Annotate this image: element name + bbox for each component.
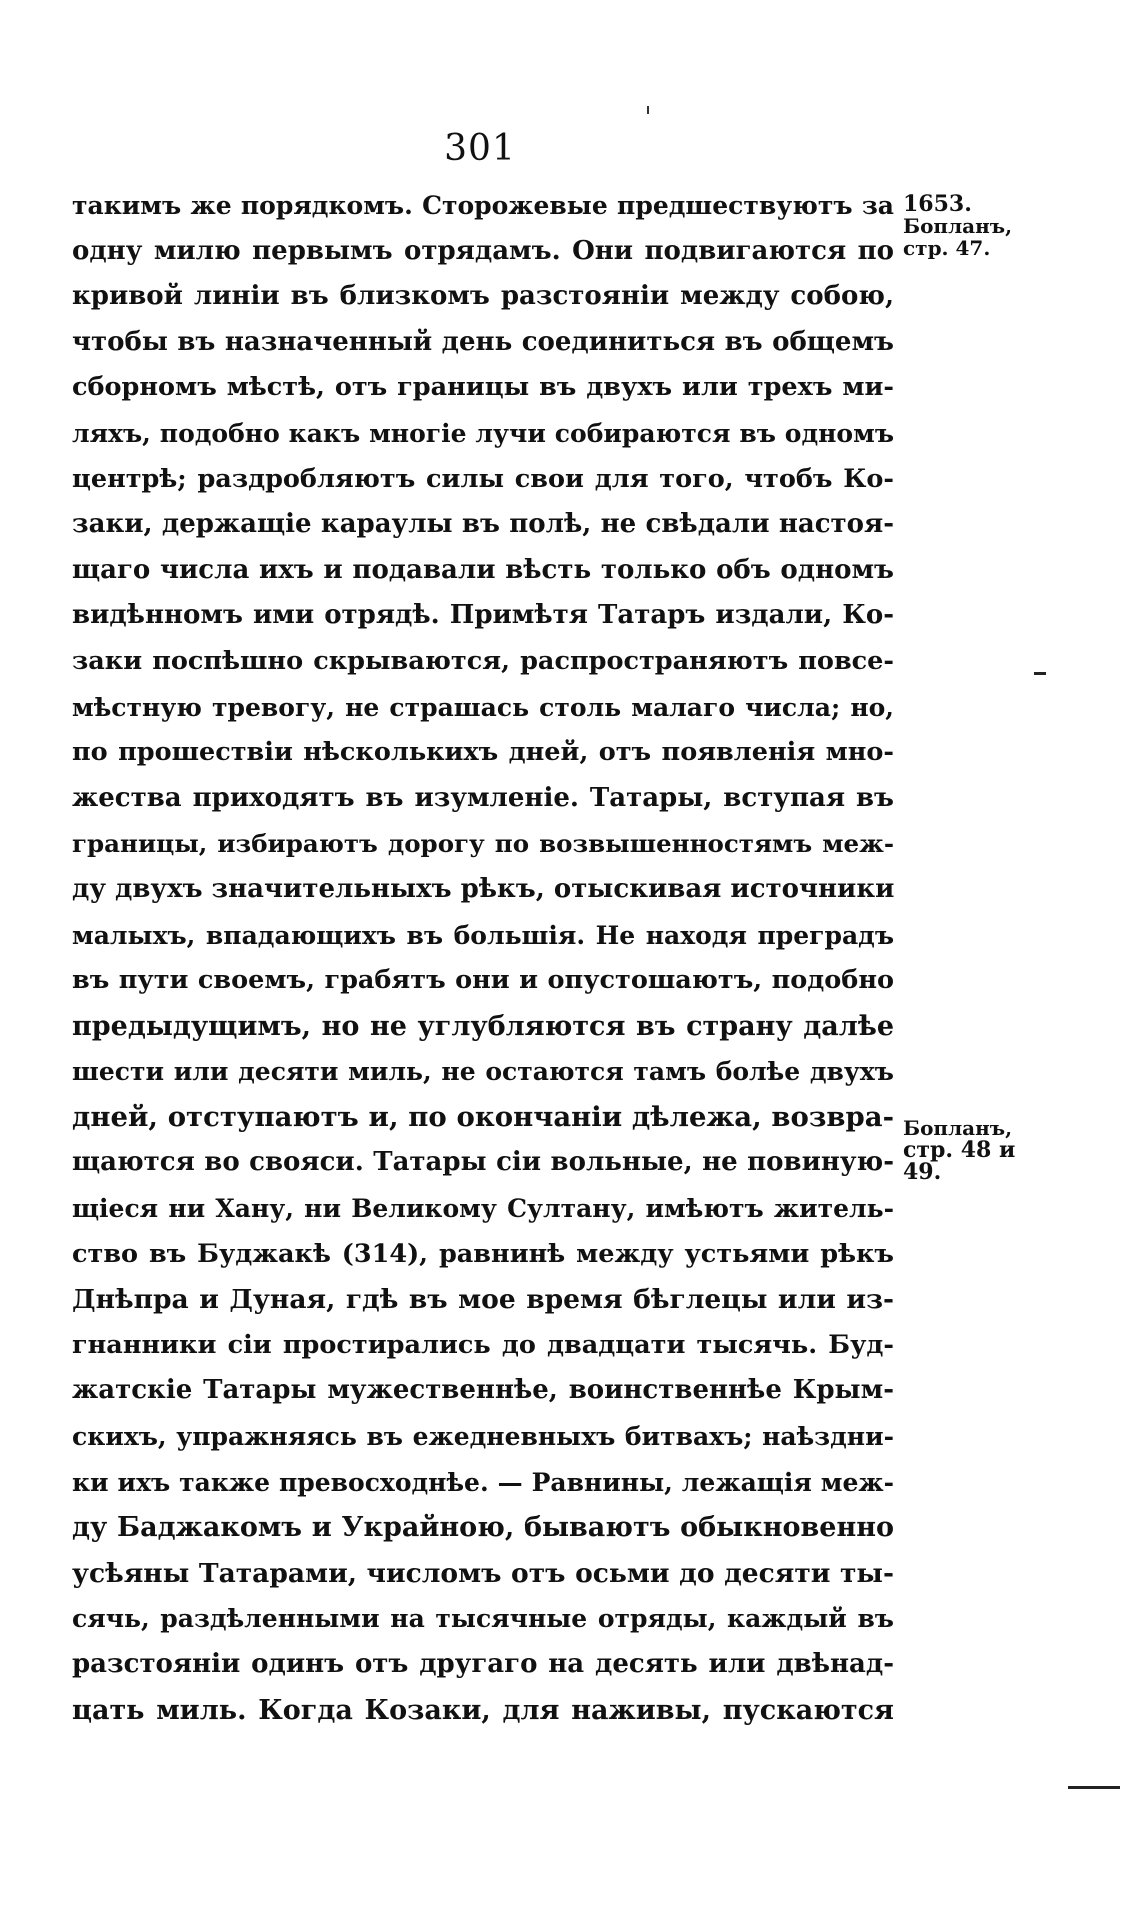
text-line: центрѣ; раздробляютъ силы свои для того, чтобъ Ко-	[72, 463, 894, 494]
text-line: ство въ Буджакѣ (314), равнинѣ между устьями рѣкъ	[72, 1238, 894, 1269]
print-mark	[1034, 672, 1046, 675]
text-line: усѣяны Татарами, числомъ отъ осьми до десяти ты-	[72, 1557, 894, 1589]
main-text	[72, 183, 894, 1733]
margin-note-year: 1653.	[903, 191, 972, 217]
margin-note-page: стр. 47.	[903, 236, 991, 260]
text-line: ду двухъ значительныхъ рѣкъ, отыскивая источники	[72, 873, 895, 904]
text-line: разстояніи одинъ отъ другаго на десять или двѣнад-	[72, 1649, 894, 1679]
text-line: заки поспѣшно скрываются, распространяютъ повсе-	[72, 645, 894, 676]
text-line: въ пути своемъ, грабятъ они и опустошаютъ, подобно	[72, 965, 894, 996]
text-line: щаго числа ихъ и подавали вѣсть только объ одномъ	[72, 554, 894, 585]
text-line: кривой линіи въ близкомъ разстояніи между собою,	[72, 281, 894, 312]
print-mark	[647, 106, 649, 114]
print-mark	[1068, 1786, 1120, 1789]
text-line: одну милю первымъ отрядамъ. Они подвигаются по	[72, 235, 894, 266]
text-line: щаются во свояси. Татары сіи вольные, не повиную-	[72, 1147, 894, 1178]
text-line: ляхъ, подобно какъ многіе лучи собираются въ одномъ	[72, 418, 894, 448]
text-line: ду Баджакомъ и Украйною, бываютъ обыкновенно	[72, 1512, 894, 1544]
margin-note	[903, 1116, 1016, 1185]
text-line: предыдущимъ, но не углубляются въ страну далѣе	[72, 1010, 894, 1042]
text-line: ки ихъ также превосходнѣе. — Равнины, лежащія меж-	[72, 1467, 894, 1497]
text-line: скихъ, упражняясь въ ежедневныхъ битвахъ; наѣздни-	[72, 1422, 894, 1452]
text-line: Днѣпра и Дуная, гдѣ въ мое время бѣглецы или из-	[72, 1284, 894, 1316]
text-line: жатскіе Татары мужественнѣе, воинственнѣе Крым-	[72, 1375, 894, 1406]
margin-note-source: Бопланъ,	[903, 214, 1013, 238]
text-line: малыхъ, впадающихъ въ большія. Не находя преградъ	[72, 920, 894, 950]
margin-note-page-cont: 49.	[903, 1159, 942, 1185]
text-line: гнанники сіи простирались до двадцати тысячь. Буд-	[72, 1329, 894, 1360]
margin-note-source: Бопланъ,	[903, 1116, 1013, 1140]
margin-note-page: стр. 48 и	[903, 1137, 1016, 1163]
text-line: сячь, раздѣленными на тысячные отряды, каждый въ	[72, 1604, 894, 1634]
text-line: цать миль. Когда Козаки, для наживы, пускаются	[72, 1694, 894, 1726]
text-line: границы, избираютъ дорогу по возвышенностямъ меж-	[72, 829, 894, 859]
text-line: заки, держащіе караулы въ полѣ, не свѣдали настоя-	[72, 509, 894, 540]
text-line: такимъ же порядкомъ. Сторожевые предшествуютъ за	[72, 191, 894, 220]
text-line: щіеся ни Хану, ни Великому Султану, имѣютъ житель-	[72, 1194, 894, 1224]
text-line: жества приходятъ въ изумленіе. Татары, вступая въ	[72, 782, 894, 813]
text-line: по прошествіи нѣсколькихъ дней, отъ появленія мно-	[72, 737, 894, 768]
text-line: дней, отступаютъ и, по окончаніи дѣлежа, возвра-	[72, 1100, 894, 1133]
text-line: чтобы въ назначенный день соединиться въ общемъ	[72, 326, 894, 357]
page-number: 301	[444, 128, 516, 169]
text-line: сборномъ мѣстѣ, отъ границы въ двухъ или трехъ ми-	[72, 372, 894, 403]
margin-note	[903, 193, 1013, 259]
text-line: видѣнномъ ими отрядѣ. Примѣтя Татаръ издали, Ко-	[72, 600, 894, 631]
text-line: шести или десяти миль, не остаются тамъ болѣе двухъ	[72, 1057, 894, 1087]
text-line: мѣстную тревогу, не страшась столь малаго числа; но,	[72, 692, 894, 722]
